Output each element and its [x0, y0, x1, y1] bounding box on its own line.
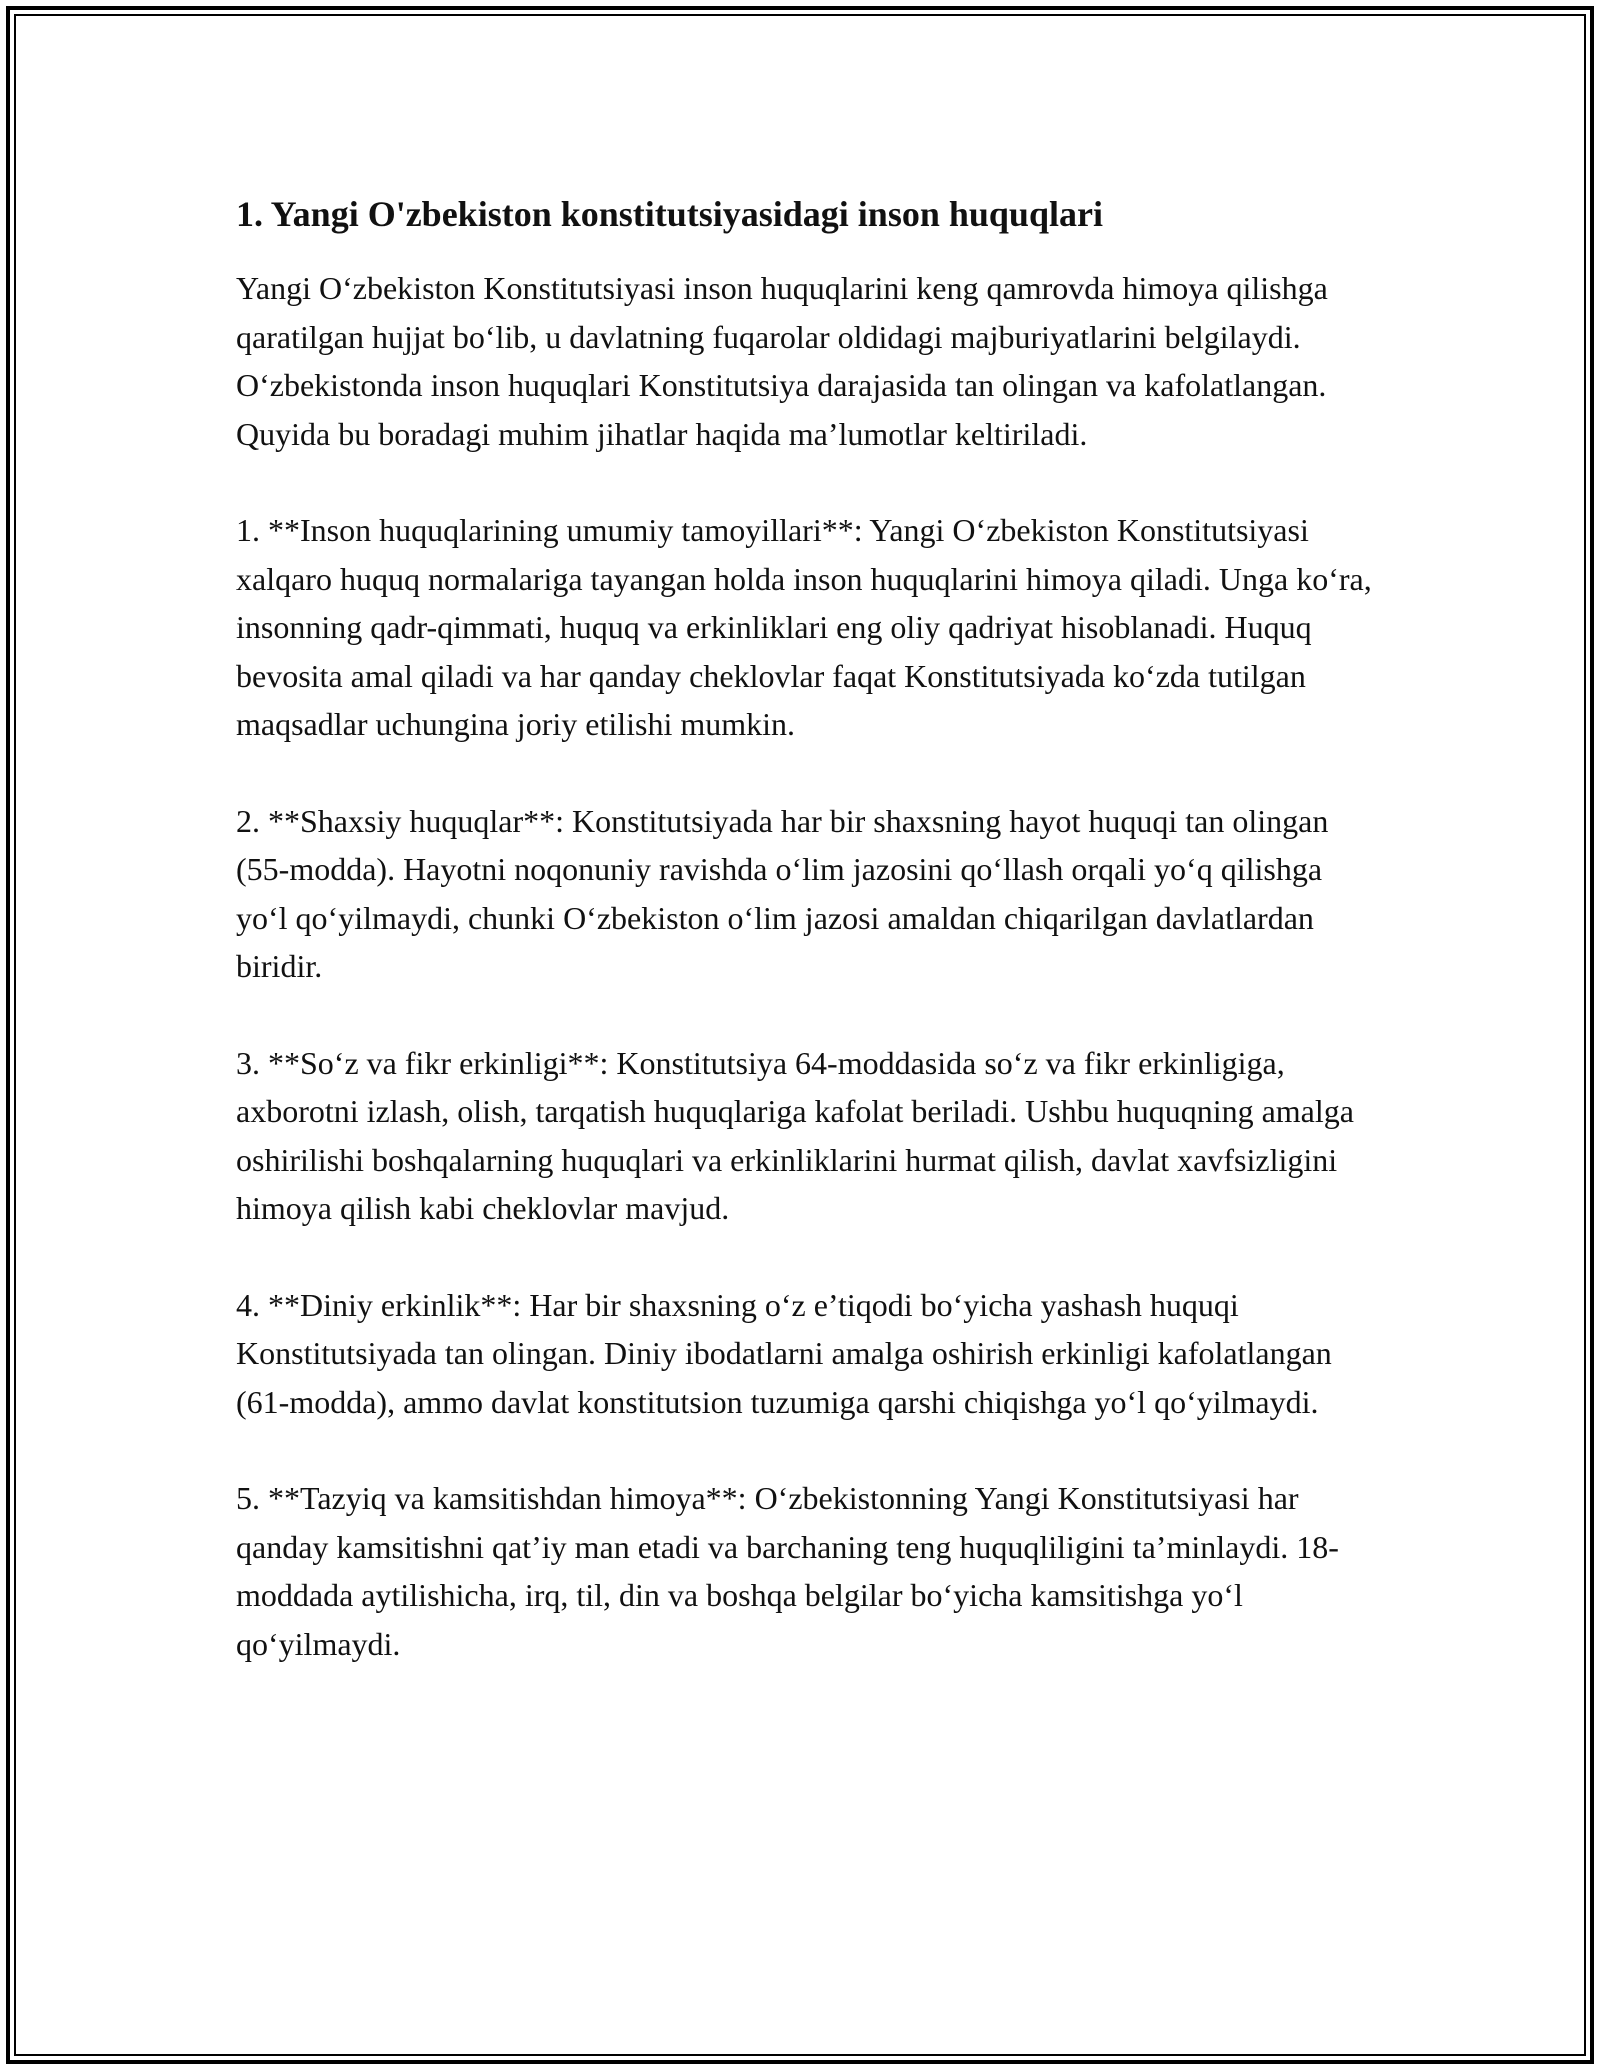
intro-paragraph: Yangi O‘zbekiston Konstitutsiyasi inson huquqlarini keng qamrovda himoya qilishga qaratilgan hujjat bo‘lib, u davlatning fuqarolar oldidagi majburiyatlarini belgilaydi. O‘zbekistonda inson huquqlari Konstitutsiya darajasida tan olingan va kafolatlangan. Quyida bu boradagi muhim jihatlar haqida ma’lumotlar keltiriladi.	[236, 270, 1328, 452]
paragraph-personal-rights: 2. **Shaxsiy huquqlar**: Konstitutsiyada har bir shaxsning hayot huquqi tan olingan (55-modda). Hayotni noqonuniy ravishda o‘lim jazosini qo‘llash orqali yo‘q qilishga yo‘l qo‘yilmaydi, chunki O‘zbekiston o‘lim jazosi amaldan chiqarilgan davlatlardan biridir.	[236, 802, 1329, 984]
paragraph-general-principles: 1. **Inson huquqlarining umumiy tamoyillari**: Yangi O‘zbekiston Konstitutsiyasi xalqaro huquq normalariga tayangan holda inson huquqlarini himoya qiladi. Unga ko‘ra, insonning qadr-qimmati, huquq va erkinliklari eng oliy qadriyat hisoblanadi. Huquq bevosita amal qiladi va har qanday cheklovlar faqat Konstitutsiyada ko‘zda tutilgan maqsadlar uchungina joriy etilishi mumkin.	[236, 512, 1372, 742]
paragraph-freedom-of-speech: 3. **So‘z va fikr erkinligi**: Konstitutsiya 64-moddasida so‘z va fikr erkinligiga, axborotni izlash, olish, tarqatish huquqlariga kafolat beriladi. Ushbu huquqning amalga oshirilishi boshqalarning huquqlari va erkinliklarini hurmat qilish, davlat xavfsizligini himoya qilish kabi cheklovlar mavjud.	[236, 1044, 1354, 1226]
paragraph-anti-discrimination: 5. **Tazyiq va kamsitishdan himoya**: O‘zbekistonning Yangi Konstitutsiyasi har qanday kamsitishni qat’iy man etadi va barchaning teng huquqliligini ta’minlaydi. 18-moddada aytilishicha, irq, til, din va boshqa belgilar bo‘yicha kamsitishga yo‘l qo‘yilmaydi.	[236, 1480, 1339, 1662]
document-heading: 1. Yangi O'zbekiston konstitutsiyasidagi inson huquqlari	[236, 194, 1103, 234]
document-body	[236, 186, 1376, 1716]
paragraph-religious-freedom: 4. **Diniy erkinlik**: Har bir shaxsning o‘z e’tiqodi bo‘yicha yashash huquqi Konstitutsiyada tan olingan. Diniy ibodatlarni amalga oshirish erkinligi kafolatlangan (61-modda), ammo davlat konstitutsion tuzumiga qarshi chiqishga yo‘l qo‘yilmaydi.	[236, 1286, 1332, 1420]
